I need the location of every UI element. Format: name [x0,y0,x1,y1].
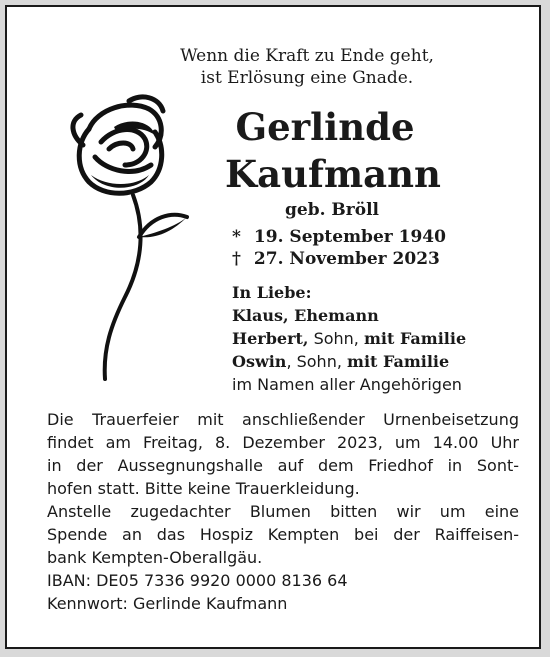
info-line-7: bank Kempten-Oberallgäu. [47,548,263,567]
info-line-2: findet am Freitag, 8. Dezember 2023, um 14.00 Uhr [47,433,519,452]
mourners-heading: In Liebe: [232,283,312,302]
mourner-line-4: im Namen aller Angehörigen [232,375,462,394]
info-line-1: Die Trauerfeier mit anschließender Urnenbeisetzung [47,410,519,429]
death-cross-icon: † [232,249,241,269]
birth-date-line [232,227,446,247]
deceased-first-name: Gerlinde [235,105,415,149]
rose-icon [59,87,199,387]
death-date-line [232,249,440,269]
info-line-4: hofen statt. Bitte keine Trauerkleidung. [47,479,360,498]
death-date: 27. November 2023 [253,249,440,269]
quote-line-1: Wenn die Kraft zu Ende geht, [180,46,434,66]
deceased-last-name: Kaufmann [225,152,441,196]
birth-name: geb. Bröll [285,200,380,220]
iban-line: IBAN: DE05 7336 9920 0000 8136 64 [47,571,348,590]
birth-date: 19. September 1940 [253,227,446,247]
mourner-line-1: Klaus, Ehemann [232,306,379,325]
mourner-line-2: Herbert, Sohn, mit Familie [232,329,467,348]
quote-line-2: ist Erlösung eine Gnade. [200,68,414,88]
info-line-6: Spende an das Hospiz Kempten bei der Raiffeisen- [47,525,519,544]
obituary-card [5,5,541,649]
info-line-5: Anstelle zugedachter Blumen bitten wir um eine [47,502,519,521]
keyword-line: Kennwort: Gerlinde Kaufmann [47,594,288,613]
birth-star-icon: * [232,227,241,247]
mourner-line-3: Oswin, Sohn, mit Familie [232,352,450,371]
info-line-3: in der Aussegnungshalle auf dem Friedhof in Sont- [47,456,519,475]
